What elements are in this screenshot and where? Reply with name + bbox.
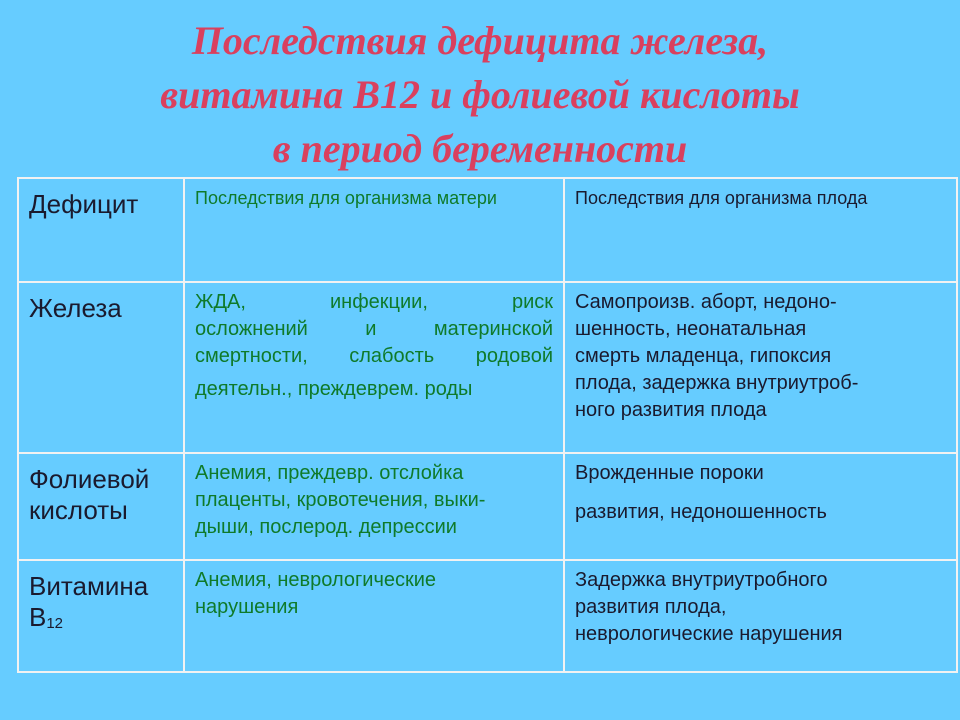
text-line: развития, недоношенность <box>575 501 827 524</box>
text-line: ЖДА, инфекции, риск <box>195 291 553 314</box>
text-line: Витамина <box>29 570 149 601</box>
text-line: Анемия, преждевр. отслойка <box>195 462 464 485</box>
deficiency-table <box>17 177 958 673</box>
text-line: развития плода, <box>575 595 727 618</box>
text-line: осложнений и материнской <box>195 318 553 341</box>
text-line: смерть младенца, гипоксия <box>575 345 832 368</box>
text-line: плаценты, кровотечения, выки- <box>195 489 486 512</box>
text-line: Анемия, неврологические <box>195 568 437 591</box>
table-row-b12 <box>18 560 957 672</box>
header-mother: Последствия для организма матери <box>184 178 564 282</box>
text-line: дыши, послерод. депрессии <box>195 516 457 539</box>
header-fetus: Последствия для организма плода <box>564 178 957 282</box>
text-line: деятельн., преждеврем. роды <box>195 378 473 401</box>
title-line-2: витамина В12 и фолиевой кислоты <box>160 72 800 117</box>
text-line: Фолиевой <box>29 464 150 495</box>
mother-b12 <box>184 560 564 672</box>
b12-letter: В <box>29 601 47 632</box>
deficit-b12 <box>18 560 184 672</box>
table-row-folic <box>18 453 957 559</box>
mother-iron <box>184 282 564 453</box>
fetus-b12 <box>564 560 957 672</box>
table-row-iron <box>18 282 957 453</box>
text-line: Самопроизв. аборт, недоно- <box>575 291 837 314</box>
mother-folic <box>184 453 564 559</box>
deficit-folic <box>18 453 184 559</box>
text-line: плода, задержка внутриутроб- <box>575 372 859 395</box>
text-line: кислоты <box>29 495 128 526</box>
text-line: Задержка внутриутробного <box>575 568 828 591</box>
table-header-row <box>18 178 957 282</box>
text-line: неврологические нарушения <box>575 622 843 645</box>
text-line: Врожденные пороки <box>575 462 764 485</box>
text-line: ного развития плода <box>575 399 767 422</box>
title-line-3: в период беременности <box>272 126 688 171</box>
b12-label <box>29 602 173 639</box>
fetus-iron <box>564 282 957 453</box>
header-deficit: Дефицит <box>18 178 184 282</box>
title-line-1: Последствия дефицита железа, <box>191 18 769 63</box>
text-line: смертности, слабость родовой <box>195 345 553 368</box>
text-line: шенность, неонатальная <box>575 318 807 341</box>
fetus-folic <box>564 453 957 559</box>
deficit-iron: Железа <box>18 282 184 453</box>
b12-subscript: 12 <box>46 614 64 632</box>
slide-title <box>0 14 960 176</box>
text-line: нарушения <box>195 595 299 618</box>
